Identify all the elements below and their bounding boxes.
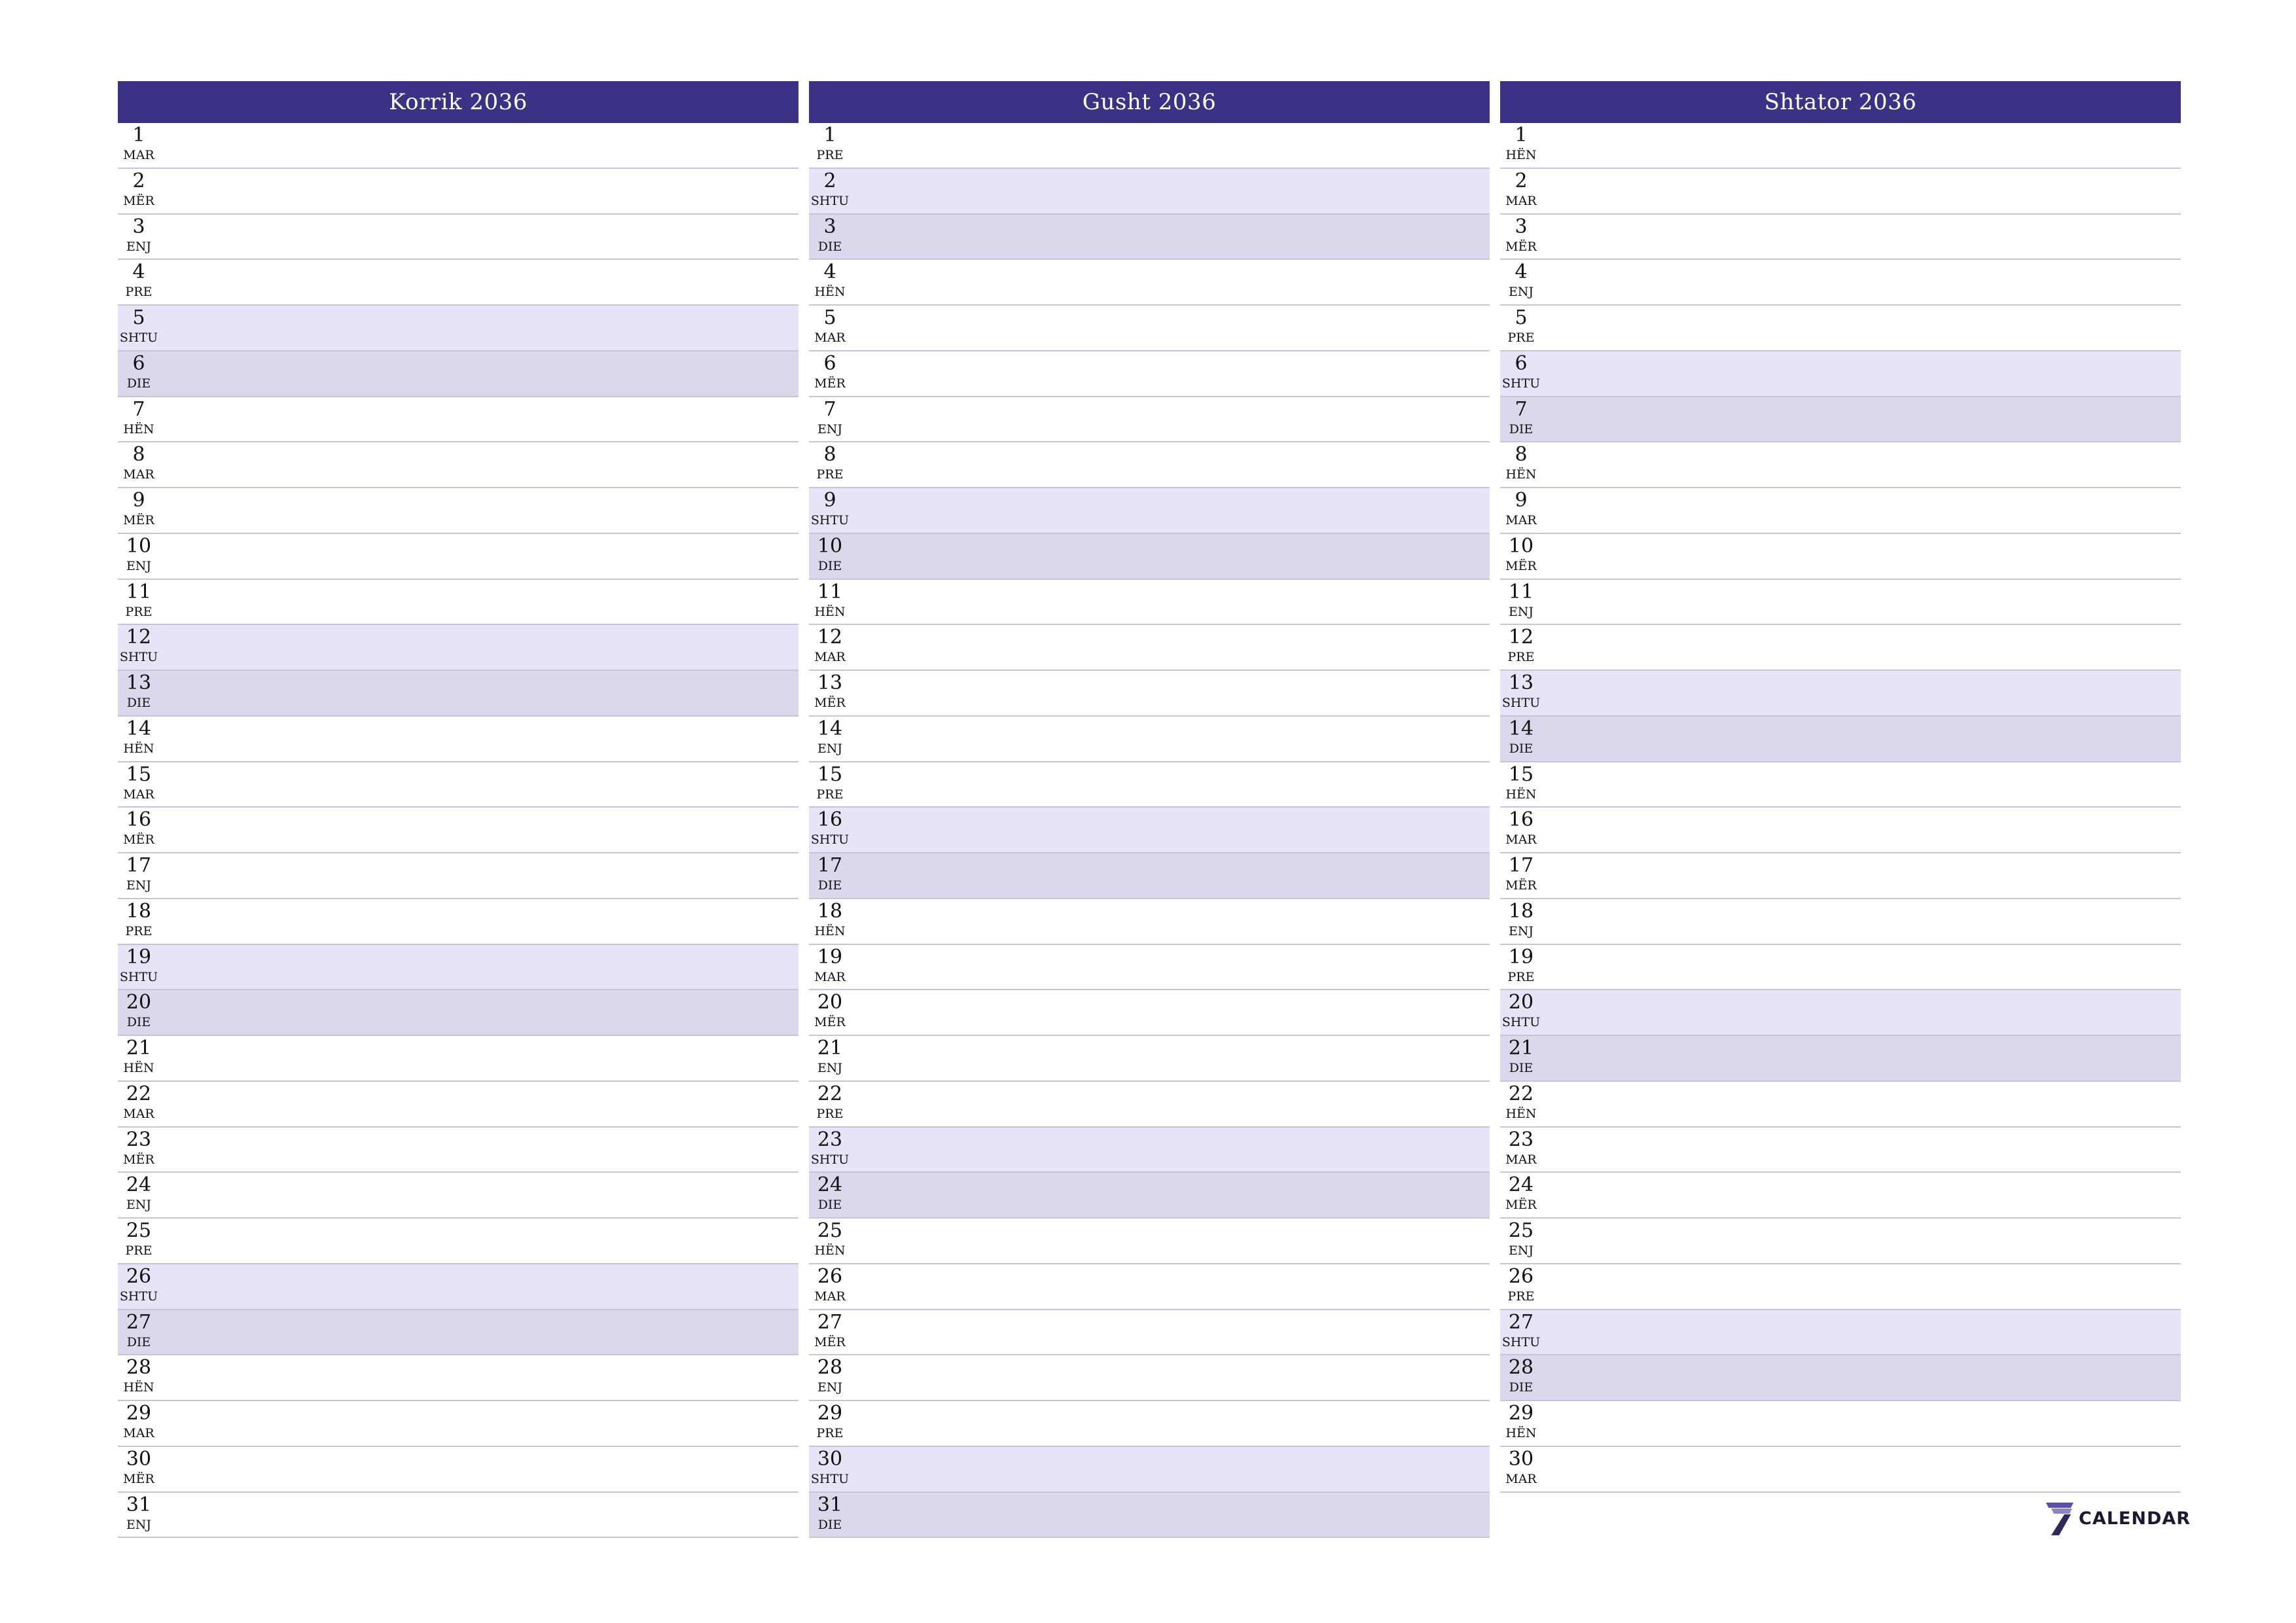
day-number: 9 <box>823 489 836 512</box>
weekday-label: MËR <box>1505 239 1537 254</box>
weekday-label: DIE <box>1509 1380 1534 1395</box>
day-row <box>809 1036 1490 1082</box>
day-row <box>1500 260 2181 306</box>
day-number: 14 <box>1508 717 1534 740</box>
weekday-label: HËN <box>1505 787 1537 802</box>
weekday-label: ENJ <box>1508 285 1534 300</box>
weekday-label: SHTU <box>119 330 158 345</box>
day-number: 24 <box>126 1173 152 1197</box>
day-row <box>809 1082 1490 1128</box>
weekday-label: ENJ <box>126 558 152 573</box>
weekday-label: DIE <box>817 1517 842 1532</box>
day-list <box>118 123 798 1538</box>
day-number: 24 <box>1508 1173 1534 1197</box>
weekday-label: MAR <box>123 1426 154 1440</box>
weekday-label: MAR <box>123 1106 154 1121</box>
weekday-label: MAR <box>123 148 154 162</box>
day-row <box>809 215 1490 260</box>
month-title: Shtator 2036 <box>1500 81 2181 123</box>
day-row <box>809 853 1490 899</box>
weekday-label: PRE <box>1507 650 1535 665</box>
weekday-label: HËN <box>1505 148 1537 162</box>
day-row <box>1500 306 2181 351</box>
weekday-label: MËR <box>1505 1198 1537 1213</box>
weekday-label: ENJ <box>817 421 843 437</box>
day-number: 12 <box>817 626 843 649</box>
day-row <box>1500 1401 2181 1447</box>
day-number: 7 <box>823 397 836 421</box>
day-number: 10 <box>817 534 843 558</box>
weekday-label: HËN <box>814 285 846 300</box>
weekday-label: MËR <box>123 1152 154 1167</box>
day-row <box>118 762 798 808</box>
day-number: 27 <box>126 1310 152 1334</box>
day-number: 25 <box>817 1219 843 1242</box>
day-number: 12 <box>126 626 152 649</box>
day-number: 19 <box>817 945 843 969</box>
weekday-label: HËN <box>1505 467 1537 482</box>
day-number: 6 <box>132 351 145 375</box>
day-row <box>809 442 1490 488</box>
seven-logo-icon <box>2045 1500 2075 1537</box>
day-row <box>809 625 1490 671</box>
day-number: 8 <box>132 443 145 467</box>
day-number: 13 <box>817 671 843 694</box>
day-row <box>809 306 1490 351</box>
day-number: 13 <box>126 671 152 694</box>
day-row <box>1500 945 2181 991</box>
month-title: Korrik 2036 <box>118 81 798 123</box>
weekday-label: PRE <box>125 604 152 619</box>
day-row <box>118 123 798 169</box>
weekday-label: SHTU <box>810 832 850 847</box>
day-number: 8 <box>1515 443 1528 467</box>
day-row <box>809 1173 1490 1219</box>
weekday-label: PRE <box>1507 969 1535 984</box>
day-row <box>1500 397 2181 443</box>
day-row <box>1500 1355 2181 1401</box>
month-column-gusht <box>809 81 1490 1538</box>
day-row <box>1500 488 2181 534</box>
day-number: 27 <box>817 1310 843 1334</box>
day-number: 20 <box>1508 991 1534 1014</box>
day-number: 12 <box>1508 626 1534 649</box>
day-row <box>118 397 798 443</box>
day-number: 25 <box>1508 1219 1534 1242</box>
day-number: 26 <box>817 1264 843 1288</box>
day-number: 15 <box>817 762 843 786</box>
weekday-label: DIE <box>126 1334 151 1349</box>
day-number: 7 <box>1515 397 1528 421</box>
weekday-label: ENJ <box>126 878 152 893</box>
day-number: 29 <box>1508 1402 1534 1425</box>
weekday-label: MËR <box>123 193 154 208</box>
day-row <box>1500 1219 2181 1264</box>
weekday-label: PRE <box>816 1426 844 1440</box>
day-number: 4 <box>823 260 836 284</box>
weekday-label: HËN <box>1505 1106 1537 1121</box>
day-row <box>118 1082 798 1128</box>
day-row <box>118 351 798 397</box>
weekday-label: PRE <box>816 148 844 162</box>
day-row <box>809 1219 1490 1264</box>
weekday-label: DIE <box>817 239 842 254</box>
day-row <box>118 1128 798 1173</box>
day-number: 11 <box>817 580 843 603</box>
day-row <box>1500 1447 2181 1493</box>
day-row <box>809 580 1490 626</box>
day-row <box>118 580 798 626</box>
weekday-label: ENJ <box>126 239 152 254</box>
day-row <box>1500 1128 2181 1173</box>
day-row <box>118 945 798 991</box>
weekday-label: PRE <box>125 1243 152 1258</box>
weekday-label: SHTU <box>810 1152 850 1167</box>
weekday-label: ENJ <box>126 1198 152 1213</box>
day-row <box>1500 123 2181 169</box>
day-row <box>1500 215 2181 260</box>
weekday-label: PRE <box>125 285 152 300</box>
day-number: 1 <box>132 124 145 147</box>
day-number: 3 <box>132 215 145 238</box>
day-row <box>809 1264 1490 1310</box>
day-number: 6 <box>823 351 836 375</box>
day-number: 16 <box>817 808 843 832</box>
day-row <box>1500 625 2181 671</box>
weekday-label: SHTU <box>119 650 158 665</box>
weekday-label: DIE <box>817 558 842 573</box>
day-row <box>809 1447 1490 1493</box>
day-row <box>118 215 798 260</box>
day-number: 22 <box>126 1082 152 1105</box>
day-number: 10 <box>126 534 152 558</box>
day-number: 31 <box>126 1493 152 1516</box>
day-row <box>1500 1310 2181 1356</box>
day-row <box>809 260 1490 306</box>
day-number: 9 <box>132 489 145 512</box>
day-number: 14 <box>817 717 843 740</box>
weekday-label: SHTU <box>1501 1334 1541 1349</box>
day-row <box>809 899 1490 945</box>
weekday-label: DIE <box>1509 421 1534 437</box>
day-number: 2 <box>1515 169 1528 192</box>
day-row <box>809 1355 1490 1401</box>
day-row <box>1500 717 2181 762</box>
day-row <box>118 853 798 899</box>
weekday-label: MAR <box>814 969 846 984</box>
weekday-label: MAR <box>123 787 154 802</box>
day-row <box>118 169 798 215</box>
weekday-label: SHTU <box>810 1471 850 1486</box>
day-list <box>809 123 1490 1538</box>
day-row <box>118 534 798 580</box>
day-row <box>809 1493 1490 1539</box>
day-number: 31 <box>817 1493 843 1516</box>
weekday-label: MAR <box>1505 832 1537 847</box>
day-number: 19 <box>126 945 152 969</box>
day-number: 27 <box>1508 1310 1534 1334</box>
day-number: 21 <box>126 1037 152 1060</box>
day-number: 4 <box>1515 260 1528 284</box>
day-number: 10 <box>1508 534 1534 558</box>
day-number: 30 <box>817 1447 843 1471</box>
day-number: 15 <box>126 762 152 786</box>
weekday-label: MËR <box>814 1015 846 1030</box>
weekday-label: HËN <box>814 923 846 938</box>
day-row <box>118 260 798 306</box>
day-number: 11 <box>1508 580 1534 603</box>
day-row <box>1500 169 2181 215</box>
weekday-label: ENJ <box>1508 1243 1534 1258</box>
weekday-label: DIE <box>1509 741 1534 756</box>
weekday-label: DIE <box>817 1198 842 1213</box>
day-row <box>118 808 798 853</box>
weekday-label: SHTU <box>119 1289 158 1304</box>
day-number: 21 <box>1508 1037 1534 1060</box>
day-row <box>1500 671 2181 717</box>
day-number: 6 <box>1515 351 1528 375</box>
day-number: 21 <box>817 1037 843 1060</box>
weekday-label: HËN <box>123 1061 154 1075</box>
day-number: 18 <box>126 899 152 923</box>
day-row <box>118 1173 798 1219</box>
day-row <box>118 990 798 1036</box>
day-number: 26 <box>1508 1264 1534 1288</box>
day-number: 9 <box>1515 489 1528 512</box>
brand-label: CALENDAR <box>2079 1508 2191 1529</box>
weekday-label: SHTU <box>810 193 850 208</box>
weekday-label: SHTU <box>1501 1015 1541 1030</box>
day-number: 3 <box>823 215 836 238</box>
weekday-label: ENJ <box>817 1380 843 1395</box>
brand-logo <box>2045 1500 2191 1537</box>
day-number: 23 <box>1508 1128 1534 1151</box>
day-row <box>1500 762 2181 808</box>
day-row <box>118 1264 798 1310</box>
weekday-label: DIE <box>1509 1061 1534 1075</box>
day-row <box>118 1401 798 1447</box>
weekday-label: ENJ <box>1508 923 1534 938</box>
day-number: 25 <box>126 1219 152 1242</box>
day-number: 1 <box>1515 124 1528 147</box>
day-number: 17 <box>126 854 152 877</box>
weekday-label: ENJ <box>817 741 843 756</box>
day-row <box>809 808 1490 853</box>
weekday-label: MËR <box>814 376 846 391</box>
day-row <box>809 397 1490 443</box>
day-number: 16 <box>1508 808 1534 832</box>
weekday-label: MËR <box>1505 878 1537 893</box>
month-title: Gusht 2036 <box>809 81 1490 123</box>
day-row <box>1500 1264 2181 1310</box>
day-row <box>809 351 1490 397</box>
day-row <box>118 1493 798 1539</box>
day-number: 15 <box>1508 762 1534 786</box>
weekday-label: DIE <box>126 696 151 710</box>
weekday-label: MAR <box>814 330 846 345</box>
day-row <box>809 1310 1490 1356</box>
day-row <box>1500 808 2181 853</box>
day-number: 22 <box>817 1082 843 1105</box>
day-row <box>118 671 798 717</box>
day-number: 2 <box>132 169 145 192</box>
weekday-label: PRE <box>125 923 152 938</box>
day-row <box>118 1036 798 1082</box>
day-number: 29 <box>817 1402 843 1425</box>
day-row <box>809 488 1490 534</box>
weekday-label: DIE <box>817 878 842 893</box>
day-row <box>118 1355 798 1401</box>
day-number: 28 <box>126 1356 152 1380</box>
day-number: 7 <box>132 397 145 421</box>
weekday-label: ENJ <box>126 1517 152 1532</box>
weekday-label: PRE <box>816 787 844 802</box>
day-row <box>809 169 1490 215</box>
weekday-label: MAR <box>814 650 846 665</box>
weekday-label: SHTU <box>810 513 850 527</box>
weekday-label: MAR <box>1505 1471 1537 1486</box>
day-number: 30 <box>126 1447 152 1471</box>
day-row <box>809 534 1490 580</box>
weekday-label: MËR <box>123 1471 154 1486</box>
day-row <box>809 123 1490 169</box>
day-number: 5 <box>132 306 145 329</box>
weekday-label: MAR <box>1505 193 1537 208</box>
day-row <box>118 1310 798 1356</box>
day-number: 17 <box>817 854 843 877</box>
day-number: 17 <box>1508 854 1534 877</box>
day-number: 23 <box>126 1128 152 1151</box>
day-row <box>1500 1036 2181 1082</box>
weekday-label: HËN <box>814 604 846 619</box>
day-row <box>1500 1082 2181 1128</box>
day-row <box>809 990 1490 1036</box>
day-row <box>1500 580 2181 626</box>
weekday-label: HËN <box>123 1380 154 1395</box>
day-number: 8 <box>823 443 836 467</box>
day-number: 5 <box>823 306 836 329</box>
weekday-label: MËR <box>1505 558 1537 573</box>
day-row <box>1500 899 2181 945</box>
weekday-label: MAR <box>814 1289 846 1304</box>
day-number: 19 <box>1508 945 1534 969</box>
weekday-label: MËR <box>814 1334 846 1349</box>
weekday-label: ENJ <box>817 1061 843 1075</box>
weekday-label: SHTU <box>1501 376 1541 391</box>
day-row <box>1500 534 2181 580</box>
day-number: 14 <box>126 717 152 740</box>
day-number: 28 <box>817 1356 843 1380</box>
day-number: 16 <box>126 808 152 832</box>
weekday-label: HËN <box>123 741 154 756</box>
day-number: 2 <box>823 169 836 192</box>
day-row <box>118 1219 798 1264</box>
weekday-label: HËN <box>123 421 154 437</box>
day-row <box>809 762 1490 808</box>
weekday-label: MAR <box>1505 1152 1537 1167</box>
day-number: 23 <box>817 1128 843 1151</box>
weekday-label: PRE <box>1507 330 1535 345</box>
three-month-calendar <box>118 81 2181 1547</box>
day-number: 18 <box>1508 899 1534 923</box>
day-row <box>1500 442 2181 488</box>
day-row <box>809 671 1490 717</box>
day-row <box>118 1447 798 1493</box>
weekday-label: MAR <box>1505 513 1537 527</box>
day-row <box>118 625 798 671</box>
weekday-label: PRE <box>816 467 844 482</box>
weekday-label: SHTU <box>119 969 158 984</box>
day-number: 20 <box>817 991 843 1014</box>
day-number: 5 <box>1515 306 1528 329</box>
weekday-label: MËR <box>123 513 154 527</box>
day-list <box>1500 123 2181 1493</box>
weekday-label: ENJ <box>1508 604 1534 619</box>
day-number: 11 <box>126 580 152 603</box>
day-row <box>1500 1173 2181 1219</box>
day-row <box>118 717 798 762</box>
weekday-label: MËR <box>123 832 154 847</box>
day-row <box>1500 990 2181 1036</box>
weekday-label: PRE <box>816 1106 844 1121</box>
weekday-label: HËN <box>1505 1426 1537 1440</box>
day-number: 22 <box>1508 1082 1534 1105</box>
day-row <box>118 488 798 534</box>
day-number: 1 <box>823 124 836 147</box>
day-number: 26 <box>126 1264 152 1288</box>
day-number: 4 <box>132 260 145 284</box>
day-row <box>809 945 1490 991</box>
day-row <box>118 442 798 488</box>
day-number: 18 <box>817 899 843 923</box>
month-column-korrik <box>118 81 798 1538</box>
day-row <box>118 899 798 945</box>
day-number: 3 <box>1515 215 1528 238</box>
day-row <box>809 1401 1490 1447</box>
day-number: 24 <box>817 1173 843 1197</box>
day-row <box>1500 853 2181 899</box>
day-row <box>118 306 798 351</box>
weekday-label: PRE <box>1507 1289 1535 1304</box>
day-number: 30 <box>1508 1447 1534 1471</box>
weekday-label: SHTU <box>1501 696 1541 710</box>
weekday-label: DIE <box>126 1015 151 1030</box>
day-number: 20 <box>126 991 152 1014</box>
day-number: 29 <box>126 1402 152 1425</box>
weekday-label: HËN <box>814 1243 846 1258</box>
day-row <box>1500 351 2181 397</box>
day-number: 28 <box>1508 1356 1534 1380</box>
weekday-label: MËR <box>814 696 846 710</box>
day-number: 13 <box>1508 671 1534 694</box>
day-row <box>809 1128 1490 1173</box>
weekday-label: MAR <box>123 467 154 482</box>
weekday-label: DIE <box>126 376 151 391</box>
day-row <box>809 717 1490 762</box>
month-column-shtator <box>1500 81 2181 1493</box>
